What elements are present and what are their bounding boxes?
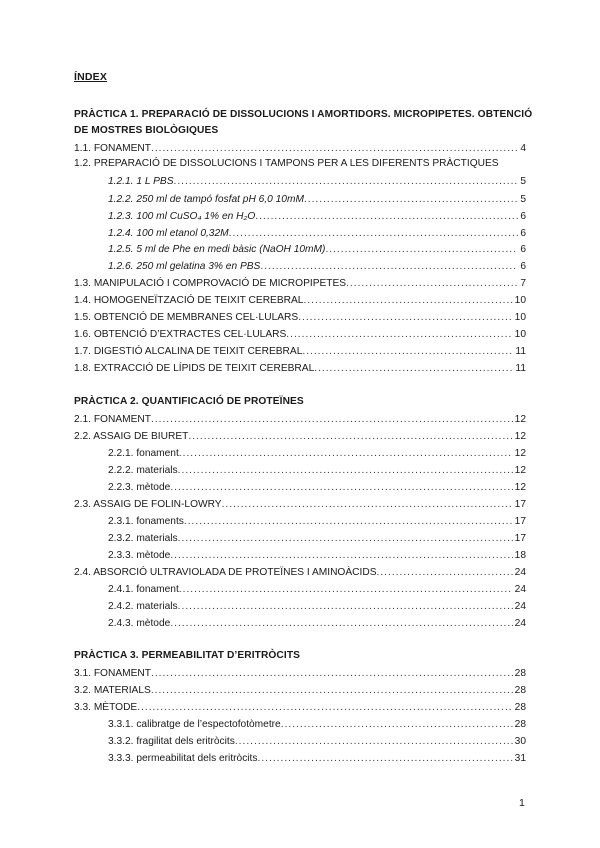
toc-subentry[interactable] [108, 464, 526, 478]
toc-entry-label: 2.4.2. materials [108, 601, 178, 612]
toc-entry-label: 1.4. HOMOGENEÏTZACIÓ DE TEIXIT CEREBRAL [74, 295, 304, 306]
toc-entry[interactable] [74, 684, 526, 698]
toc-entry-label: 1.2.3. 100 ml CuSO₄ 1% en H₂O [108, 211, 256, 222]
toc-entry-page: 6 [520, 228, 526, 239]
toc-entry-label: 1.2.4. 100 ml etanol 0,32M [108, 228, 229, 239]
toc-entry-label: 1.1. FONAMENT [74, 143, 151, 154]
toc-entry-page: 12 [514, 431, 526, 442]
practica-3-heading: PRÀCTICA 3. PERMEABILITAT D’ERITRÒCITS [74, 650, 301, 661]
toc-subentry[interactable] [108, 600, 526, 614]
toc-entry-page: 6 [520, 244, 526, 255]
toc-entry-label: 1.5. OBTENCIÓ DE MEMBRANES CEL·LULARS [74, 312, 299, 323]
toc-entry[interactable] [74, 362, 526, 376]
toc-entry-label: 3.3. MÈTODE [74, 702, 138, 713]
toc-entry-label: 2.4.3. mètode [108, 618, 171, 629]
toc-subentry[interactable] [108, 752, 526, 766]
toc-subentry[interactable] [108, 617, 526, 631]
toc-entry-label: 2.2.3. mètode [108, 482, 171, 493]
toc-entry-label: 2.3.2. materials [108, 533, 178, 544]
toc-entry[interactable] [74, 277, 526, 291]
toc-subentry[interactable] [108, 735, 526, 749]
toc-entry-page: 24 [514, 567, 526, 578]
toc-entry-page: 28 [514, 702, 526, 713]
toc-entry[interactable] [74, 566, 526, 580]
toc-entry-page: 18 [514, 550, 526, 561]
toc-entry-page: 17 [514, 516, 526, 527]
toc-entry-label: 1.2.5. 5 ml de Phe en medi bàsic (NaOH 10mM) [108, 244, 326, 255]
toc-entry-label: 2.3. ASSAIG DE FOLIN-LOWRY [74, 499, 222, 510]
toc-entry[interactable] [74, 345, 526, 359]
toc-entry-label: 2.4.1. fonament [108, 584, 179, 595]
toc-entry-page: 24 [514, 618, 526, 629]
toc-entry-label: 1.2.1. 1 L PBS [108, 176, 174, 187]
toc-subentry[interactable] [108, 260, 526, 274]
page-number: 1 [519, 797, 525, 809]
toc-entry-label: 1.3. MANIPULACIÓ I COMPROVACIÓ DE MICROPIPETES [74, 278, 347, 289]
toc-entry-page: 17 [514, 499, 526, 510]
toc-entry-label: 3.3.2. fragilitat dels eritròcits [108, 736, 235, 747]
toc-entry-label: 2.2.2. materials [108, 465, 178, 476]
toc-entry-page: 28 [514, 668, 526, 679]
toc-subentry[interactable] [108, 243, 526, 257]
toc-entry-page: 7 [520, 278, 526, 289]
toc-entry-page: 30 [514, 736, 526, 747]
toc-subentry[interactable] [108, 583, 526, 597]
toc-entry-label: 3.1. FONAMENT [74, 668, 151, 679]
toc-entry-label: 3.3.1. calibratge de l’espectofotòmetre [108, 719, 281, 730]
toc-entry[interactable] [74, 498, 526, 512]
toc-entry[interactable] [74, 142, 526, 156]
toc-entry[interactable] [74, 157, 526, 171]
toc-entry-page: 6 [520, 261, 526, 272]
toc-entry[interactable] [74, 328, 526, 342]
toc-entry-page: 17 [514, 533, 526, 544]
toc-entry-label: 2.4. ABSORCIÓ ULTRAVIOLADA DE PROTEÏNES I AMINOÀCIDS [74, 567, 377, 578]
toc-entry-page: 10 [514, 329, 526, 340]
toc-subentry[interactable] [108, 193, 526, 207]
toc-entry-page: 11 [515, 346, 526, 357]
toc-entry-label: 2.2. ASSAIG DE BIURET [74, 431, 189, 442]
practica-1-heading: PRÀCTICA 1. PREPARACIÓ DE DISSOLUCIONS I AMORTIDORS. MICROPIPETES. OBTENCIÓ DE MOSTRES BIOLÒGIQUES [74, 109, 533, 136]
toc-entry-page: 10 [514, 295, 526, 306]
toc-entry-page: 11 [515, 363, 526, 374]
toc-subentry[interactable] [108, 532, 526, 546]
toc-entry-label: 2.1. FONAMENT [74, 414, 151, 425]
toc-entry-page: 24 [514, 601, 526, 612]
toc-entry-page: 12 [514, 414, 526, 425]
toc-entry-page: 5 [520, 176, 526, 187]
toc-entry[interactable] [74, 701, 526, 715]
toc-entry-label: 1.2.6. 250 ml gelatina 3% en PBS [108, 261, 261, 272]
toc-entry[interactable] [74, 667, 526, 681]
toc-entry-page: 12 [514, 448, 526, 459]
index-title: ÍNDEX [74, 71, 108, 83]
toc-entry-page: 31 [514, 753, 526, 764]
toc-subentry[interactable] [108, 210, 526, 224]
toc-entry-label: 1.8. EXTRACCIÓ DE LÍPIDS DE TEIXIT CEREBRAL [74, 363, 315, 374]
toc-entry-page: 28 [514, 719, 526, 730]
toc-subentry[interactable] [108, 175, 526, 189]
toc-subentry[interactable] [108, 227, 526, 241]
practica-2-heading: PRÀCTICA 2. QUANTIFICACIÓ DE PROTEÏNES [74, 396, 304, 407]
toc-entry-label: 2.3.1. fonaments [108, 516, 184, 527]
toc-entry-label: 1.2. PREPARACIÓ DE DISSOLUCIONS I TAMPONS PER A LES DIFERENTS PRÀCTIQUES [74, 158, 499, 169]
toc-subentry[interactable] [108, 447, 526, 461]
toc-entry-label: 1.6. OBTENCIÓ D’EXTRACTES CEL·LULARS [74, 329, 287, 340]
toc-entry[interactable] [74, 311, 526, 325]
toc-subentry[interactable] [108, 515, 526, 529]
toc-subentry[interactable] [108, 549, 526, 563]
toc-entry-label: 2.3.3. mètode [108, 550, 171, 561]
toc-entry-label: 3.2. MATERIALS [74, 685, 151, 696]
toc-entry-label: 1.7. DIGESTIÓ ALCALINA DE TEIXIT CEREBRAL [74, 346, 303, 357]
toc-entry-page: 5 [520, 194, 526, 205]
toc-entry-page: 24 [514, 584, 526, 595]
toc-entry-page: 6 [520, 211, 526, 222]
toc-entry-page: 28 [514, 685, 526, 696]
toc-entry-label: 1.2.2. 250 ml de tampó fosfat pH 6,0 10mM [108, 194, 304, 205]
toc-subentry[interactable] [108, 481, 526, 495]
toc-entry-page: 12 [514, 465, 526, 476]
toc-entry-label: 2.2.1. fonament [108, 448, 179, 459]
toc-entry-label: 3.3.3. permeabilitat dels eritròcits [108, 753, 258, 764]
toc-entry-page: 10 [514, 312, 526, 323]
toc-subentry[interactable] [108, 718, 526, 732]
toc-entry[interactable] [74, 430, 526, 444]
toc-entry[interactable] [74, 294, 526, 308]
toc-entry[interactable] [74, 413, 526, 427]
toc-entry-page: 12 [514, 482, 526, 493]
toc-entry-page: 4 [520, 143, 526, 154]
